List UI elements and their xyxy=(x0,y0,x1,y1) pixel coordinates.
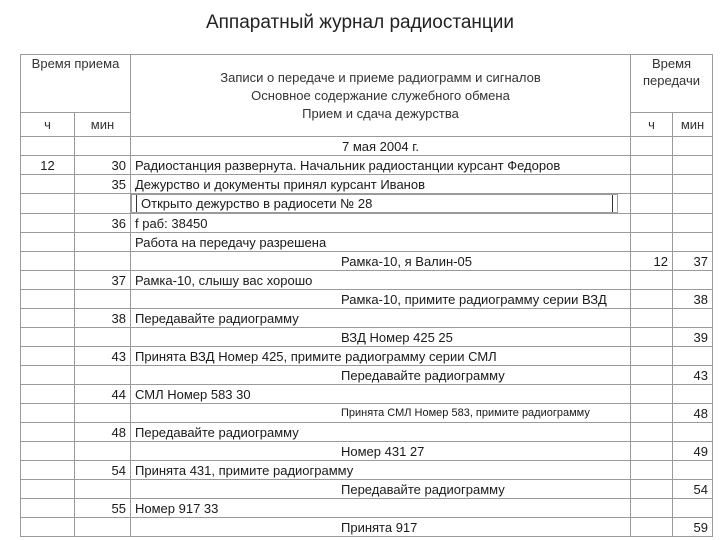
message-cell: Передавайте радиограмму xyxy=(131,480,631,499)
log-row xyxy=(21,385,713,404)
message-cell: f раб: 38450 xyxy=(131,214,631,233)
recv-hour-header: ч xyxy=(21,113,75,137)
send-min-cell: 49 xyxy=(673,442,713,461)
send-min-cell: 54 xyxy=(673,480,713,499)
message-cell: Рамка-10, примите радиограмму серии ВЗД xyxy=(131,290,631,309)
recv-min-cell xyxy=(75,442,131,461)
send-hour-cell xyxy=(631,480,673,499)
recv-hour-cell xyxy=(21,404,75,423)
recv-min-cell xyxy=(75,194,131,214)
log-row xyxy=(21,442,713,461)
send-min-cell xyxy=(673,156,713,175)
message-cell: Принята СМЛ Номер 583, примите радиограмму xyxy=(131,404,631,423)
send-hour-cell xyxy=(631,347,673,366)
send-hour-cell xyxy=(631,518,673,537)
message-cell: Рамка-10, слышу вас хорошо xyxy=(131,271,631,290)
recv-hour-cell xyxy=(21,328,75,347)
log-body xyxy=(21,137,713,537)
recv-min-cell: 37 xyxy=(75,271,131,290)
main-header-line: Основное содержание служебного обмена xyxy=(251,87,510,103)
main-header-line: Прием и сдача дежурства xyxy=(302,105,459,121)
recv-hour-cell xyxy=(21,385,75,404)
send-hour-cell xyxy=(631,366,673,385)
log-row xyxy=(21,252,713,271)
recv-min-cell xyxy=(75,404,131,423)
message-cell: Передавайте радиограмму xyxy=(131,423,631,442)
recv-min-cell xyxy=(75,252,131,271)
log-row xyxy=(21,499,713,518)
recv-min-cell xyxy=(75,518,131,537)
message-cell: 7 мая 2004 г. xyxy=(131,137,631,156)
recv-min-cell: 38 xyxy=(75,309,131,328)
duty-open-note: Открыто дежурство в радиосети № 28 xyxy=(136,195,613,212)
log-row xyxy=(21,518,713,537)
message-cell: Принята 431, примите радиограмму xyxy=(131,461,631,480)
log-row xyxy=(21,480,713,499)
recv-hour-cell xyxy=(21,347,75,366)
send-hour-cell xyxy=(631,271,673,290)
send-min-cell xyxy=(673,214,713,233)
send-hour-cell xyxy=(631,137,673,156)
log-row xyxy=(21,347,713,366)
send-hour-cell xyxy=(631,156,673,175)
recv-min-header: мин xyxy=(75,113,131,137)
message-cell: Принята ВЗД Номер 425, примите радиограмму серии СМЛ xyxy=(131,347,631,366)
recv-hour-cell xyxy=(21,233,75,252)
message-cell: Рамка-10, я Валин-05 xyxy=(131,252,631,271)
recv-min-cell: 35 xyxy=(75,175,131,194)
radio-log-table xyxy=(20,54,713,537)
log-row xyxy=(21,233,713,252)
log-row xyxy=(21,309,713,328)
send-hour-cell xyxy=(631,290,673,309)
recv-hour-cell xyxy=(21,309,75,328)
send-min-cell: 37 xyxy=(673,252,713,271)
recv-min-cell xyxy=(75,366,131,385)
message-cell: Передавайте радиограмму xyxy=(131,366,631,385)
send-min-cell: 39 xyxy=(673,328,713,347)
message-cell: Принята 917 xyxy=(131,518,631,537)
send-min-cell xyxy=(673,461,713,480)
recv-min-cell xyxy=(75,480,131,499)
send-min-cell xyxy=(673,347,713,366)
recv-hour-cell xyxy=(21,480,75,499)
send-hour-cell xyxy=(631,214,673,233)
message-cell: Работа на передачу разрешена xyxy=(131,233,631,252)
send-hour-cell xyxy=(631,404,673,423)
recv-hour-cell xyxy=(21,423,75,442)
send-min-cell xyxy=(673,137,713,156)
main-header-line: Записи о передаче и приеме радиограмм и сигналов xyxy=(220,69,541,85)
log-row xyxy=(21,271,713,290)
recv-min-cell: 30 xyxy=(75,156,131,175)
send-hour-cell xyxy=(631,233,673,252)
send-min-cell xyxy=(673,309,713,328)
recv-hour-cell xyxy=(21,194,75,214)
message-cell xyxy=(131,194,618,213)
send-hour-cell xyxy=(631,328,673,347)
recv-hour-cell xyxy=(21,461,75,480)
send-min-cell xyxy=(673,499,713,518)
message-cell: Дежурство и документы принял курсант Иванов xyxy=(131,175,631,194)
send-hour-cell xyxy=(631,175,673,194)
recv-hour-cell xyxy=(21,366,75,385)
log-row xyxy=(21,290,713,309)
recv-hour-cell xyxy=(21,271,75,290)
log-row xyxy=(21,404,713,423)
recv-time-header: Время приема xyxy=(21,55,131,113)
send-hour-cell xyxy=(631,461,673,480)
log-row xyxy=(21,214,713,233)
send-hour-cell xyxy=(631,194,673,214)
recv-hour-cell xyxy=(21,499,75,518)
recv-min-cell: 54 xyxy=(75,461,131,480)
recv-min-cell xyxy=(75,137,131,156)
log-row xyxy=(21,137,713,156)
send-time-header: Время передачи xyxy=(631,55,713,113)
recv-hour-cell xyxy=(21,137,75,156)
send-hour-cell: 12 xyxy=(631,252,673,271)
log-row xyxy=(21,423,713,442)
message-cell: СМЛ Номер 583 30 xyxy=(131,385,631,404)
recv-hour-cell xyxy=(21,518,75,537)
recv-hour-cell xyxy=(21,290,75,309)
log-row xyxy=(21,194,713,214)
message-cell: ВЗД Номер 425 25 xyxy=(131,328,631,347)
main-header xyxy=(131,55,631,137)
send-min-cell: 48 xyxy=(673,404,713,423)
recv-hour-cell xyxy=(21,175,75,194)
send-min-cell xyxy=(673,194,713,214)
recv-min-cell: 43 xyxy=(75,347,131,366)
send-min-cell xyxy=(673,175,713,194)
message-cell: Радиостанция развернута. Начальник радиостанции курсант Федоров xyxy=(131,156,631,175)
recv-min-cell xyxy=(75,233,131,252)
send-hour-cell xyxy=(631,385,673,404)
send-min-cell xyxy=(673,423,713,442)
recv-min-cell: 44 xyxy=(75,385,131,404)
recv-min-cell xyxy=(75,328,131,347)
page-title: Аппаратный журнал радиостанции xyxy=(205,12,515,33)
log-row xyxy=(21,156,713,175)
send-hour-cell xyxy=(631,442,673,461)
send-min-cell xyxy=(673,385,713,404)
message-cell: Передавайте радиограмму xyxy=(131,309,631,328)
send-hour-cell xyxy=(631,423,673,442)
send-min-cell xyxy=(673,271,713,290)
recv-hour-cell xyxy=(21,252,75,271)
recv-min-cell: 55 xyxy=(75,499,131,518)
recv-hour-cell xyxy=(21,214,75,233)
recv-min-cell: 36 xyxy=(75,214,131,233)
log-row xyxy=(21,175,713,194)
recv-hour-cell xyxy=(21,442,75,461)
log-row xyxy=(21,328,713,347)
recv-hour-cell: 12 xyxy=(21,156,75,175)
send-hour-header: ч xyxy=(631,113,673,137)
send-min-cell xyxy=(673,233,713,252)
message-cell: Номер 431 27 xyxy=(131,442,631,461)
recv-min-cell: 48 xyxy=(75,423,131,442)
message-cell: Номер 917 33 xyxy=(131,499,631,518)
send-min-cell: 43 xyxy=(673,366,713,385)
send-hour-cell xyxy=(631,499,673,518)
log-row xyxy=(21,366,713,385)
send-min-cell: 59 xyxy=(673,518,713,537)
send-min-cell: 38 xyxy=(673,290,713,309)
recv-min-cell xyxy=(75,290,131,309)
send-hour-cell xyxy=(631,309,673,328)
send-min-header: мин xyxy=(673,113,713,137)
log-row xyxy=(21,461,713,480)
